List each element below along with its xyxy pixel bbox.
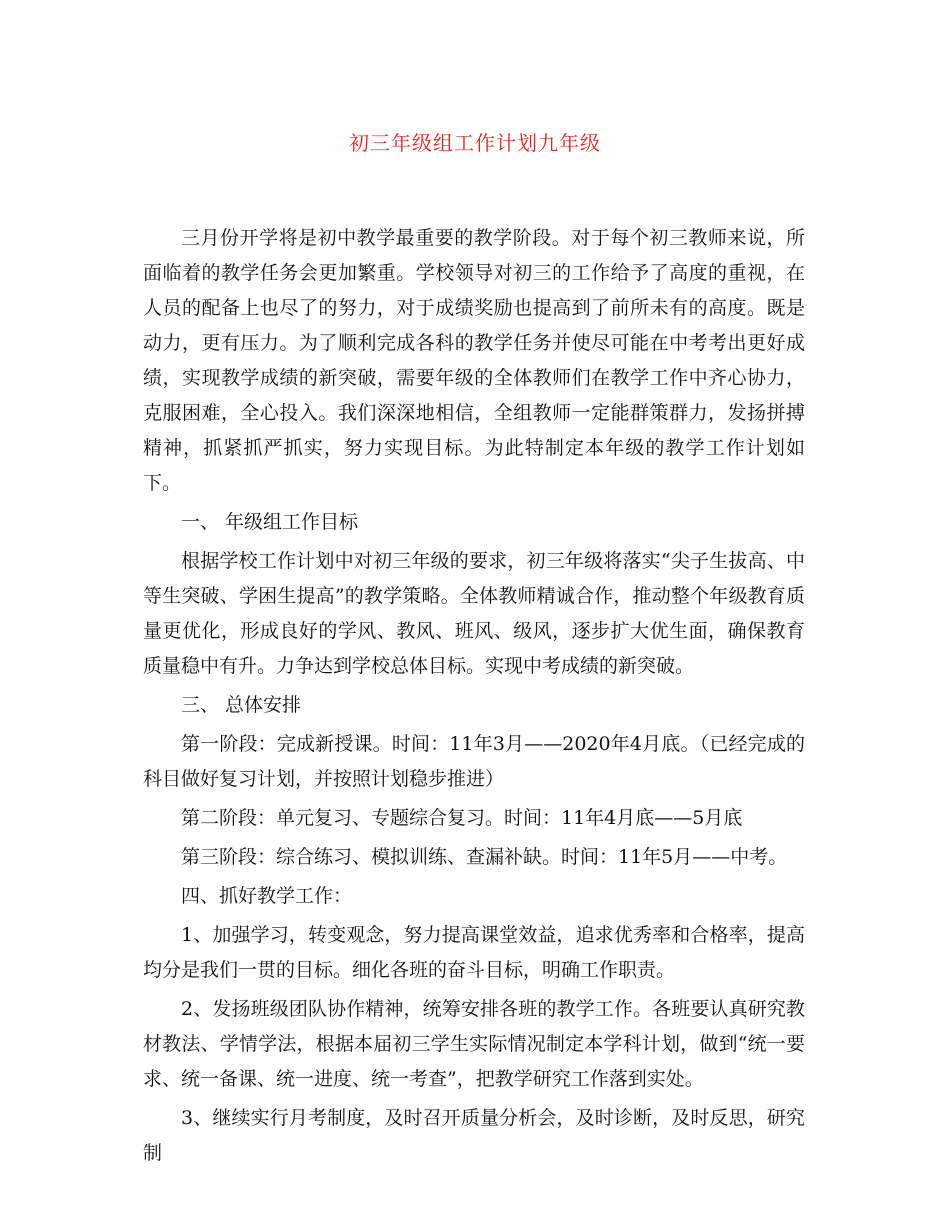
paragraph-stage-1: 第一阶段：完成新授课。时间：11年3月——2020年4月底。（已经完成的科目做好复习计划，并按照计划稳步推进） — [143, 733, 805, 790]
heading-teaching: 四、抓好教学工作： — [181, 885, 353, 907]
paragraph-item-2: 2、发扬班级团队协作精神，统筹安排各班的教学工作。各班要认真研究教材教法、学情学法，根据本届初三学生实际情况制定本学科计划，做到“统一要求、统一备课、统一进度、统一考查”，把教学研究工作落到实处。 — [143, 998, 805, 1090]
paragraph-goals: 根据学校工作计划中对初三年级的要求，初三年级将落实“尖子生拔高、中等生突破、学困生提高”的教学策略。全体教师精诚合作，推动整个年级教育质量更优化，形成良好的学风、教风、班风、级风，逐步扩大优生面，确保教育质量稳中有升。力争达到学校总体目标。实现中考成绩的新突破。 — [143, 550, 805, 677]
document-body — [143, 221, 805, 1175]
paragraph-item-1: 1、加强学习，转变观念，努力提高课堂效益，追求优秀率和合格率，提高均分是我们一贯的目标。细化各班的奋斗目标，明确工作职责。 — [143, 924, 805, 981]
paragraph-stage-3: 第三阶段：综合练习、模拟训练、查漏补缺。时间：11年5月——中考。 — [181, 846, 788, 868]
paragraph-stage-2: 第二阶段：单元复习、专题综合复习。时间：11年4月底——5月底 — [181, 807, 743, 829]
paragraph-intro: 三月份开学将是初中教学最重要的教学阶段。对于每个初三教师来说，所面临着的教学任务会更加繁重。学校领导对初三的工作给予了高度的重视，在人员的配备上也尽了的努力，对于成绩奖励也提高到了前所未有的高度。既是动力，更有压力。为了顺利完成各科的教学任务并使尽可能在中考考出更好成绩，实现教学成绩的新突破，需要年级的全体教师们在教学工作中齐心协力，克服困难，全心投入。我们深深地相信，全组教师一定能群策群力，发扬拼搏精神，抓紧抓严抓实，努力实现目标。为此特制定本年级的教学工作计划如下。 — [143, 227, 805, 494]
heading-goals: 一、 年级组工作目标 — [181, 511, 359, 533]
heading-arrangement: 三、 总体安排 — [181, 694, 302, 716]
paragraph-item-3: 3、继续实行月考制度，及时召开质量分析会，及时诊断，及时反思，研究制 — [143, 1107, 805, 1164]
page-title: 初三年级组工作计划九年级 — [349, 131, 601, 155]
